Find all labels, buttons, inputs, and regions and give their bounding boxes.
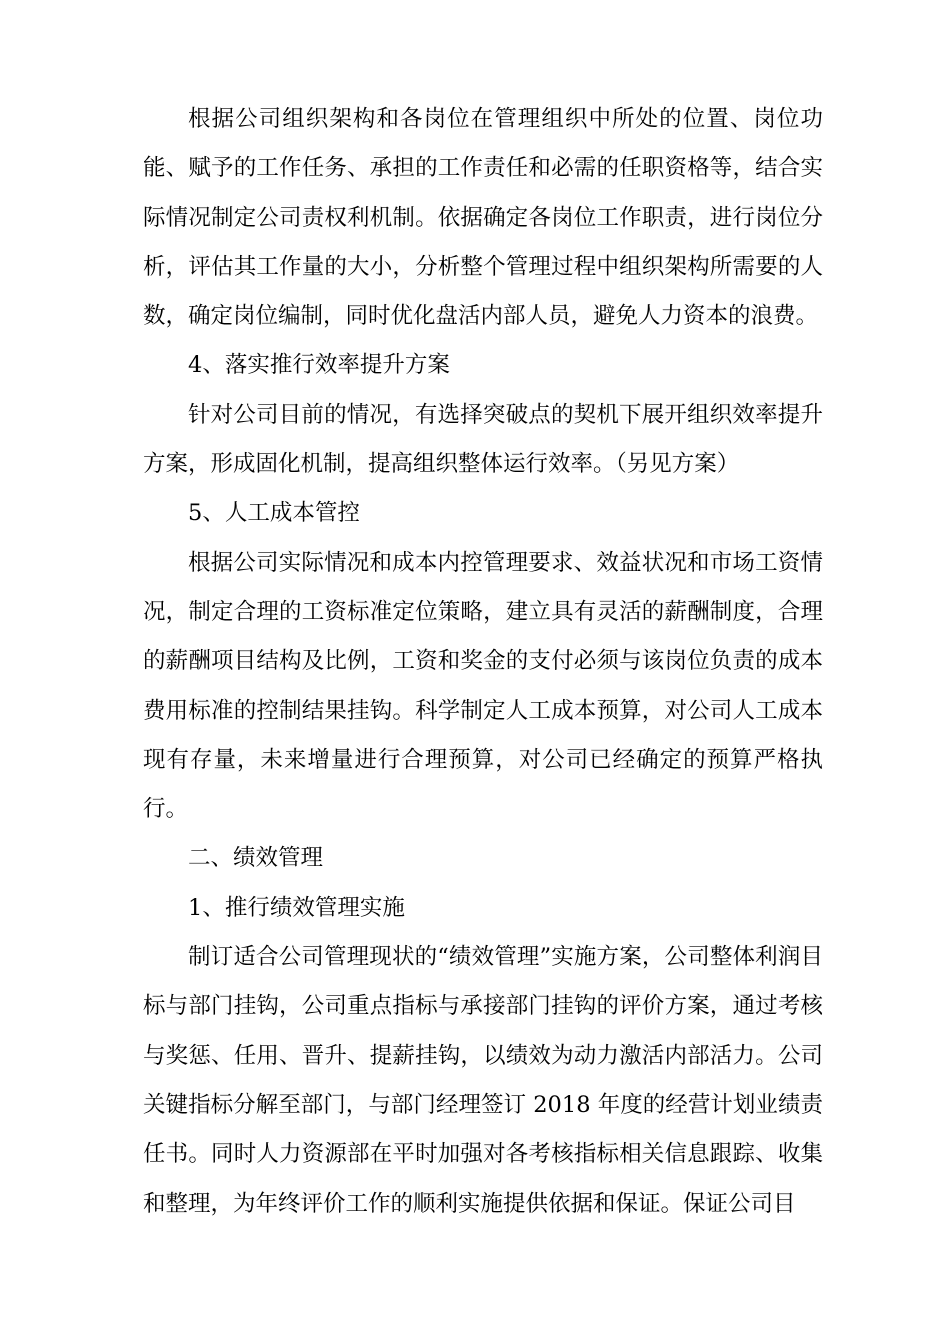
paragraph-performance-implementation: 制订适合公司管理现状的“绩效管理”实施方案，公司整体利润目标与部门挂钩，公司重点指标与承接部门挂钩的评价方案，通过考核与奖惩、任用、晋升、提薪挂钩，以绩效为动力激活内部活力。公司关键指标分解至部门，与部门经理签订 2018 年度的经营计划业绩责任书。同时人力资源部在平时加强对各考核指标相关信息跟踪、收集和整理，为年终评价工作的顺利实施提供依据和保证。保证公司目 (143, 944, 823, 1217)
paragraph-org-structure: 根据公司组织架构和各岗位在管理组织中所处的位置、岗位功能、赋予的工作任务、承担的工作责任和必需的任职资格等，结合实际情况制定公司责权利机制。依据确定各岗位工作职责，进行岗位分析，评估其工作量的大小，分析整个管理过程中组织架构所需要的人数，确定岗位编制，同时优化盘活内部人员，避免人力资本的浪费。 (143, 106, 823, 330)
document-body (143, 95, 823, 1229)
heading-performance-management: 二、绩效管理 (188, 845, 324, 872)
paragraph-efficiency-plan: 针对公司目前的情况，有选择突破点的契机下展开组织效率提升方案，形成固化机制，提高组织整体运行效率。（另见方案） (143, 401, 823, 478)
heading-efficiency-plan: 4、落实推行效率提升方案 (188, 352, 450, 379)
paragraph-labor-cost: 根据公司实际情况和成本内控管理要求、效益状况和市场工资情况，制定合理的工资标准定位策略，建立具有灵活的薪酬制度，合理的薪酬项目结构及比例，工资和奖金的支付必须与该岗位负责的成本费用标准的控制结果挂钩。科学制定人工成本预算，对公司人工成本现有存量，未来增量进行合理预算，对公司已经确定的预算严格执行。 (143, 549, 823, 823)
heading-performance-implementation: 1、推行绩效管理实施 (188, 894, 405, 921)
heading-labor-cost: 5、人工成本管控 (188, 500, 360, 527)
